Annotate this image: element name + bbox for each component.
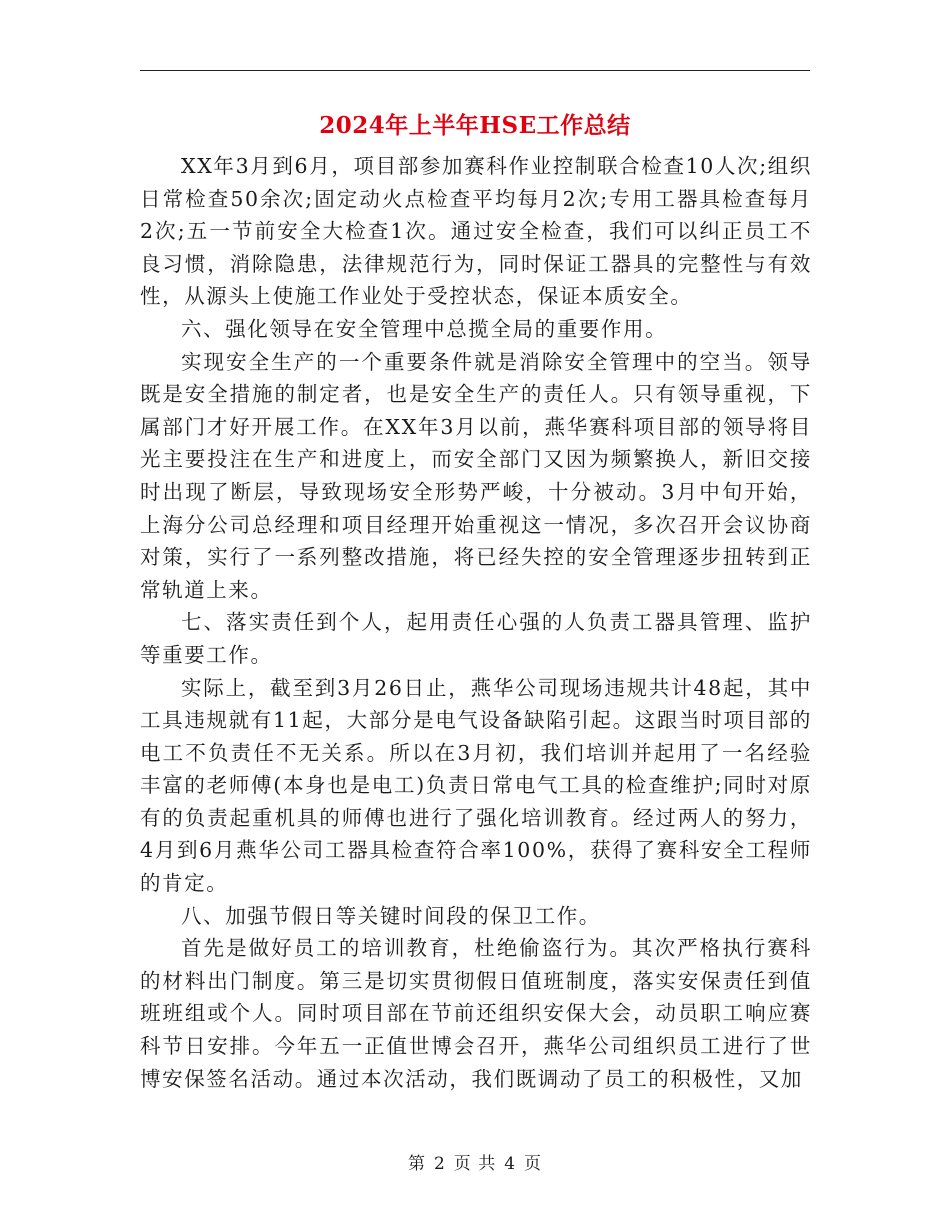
paragraph: XX年3月到6月，项目部参加赛科作业控制联合检查10人次;组织日常检查50余次;固定动火点检查平均每月2次;专用工器具检查每月2次;五一节前安全大检查1次。通过安全检查，我们可以纠正员工不良习惯，消除隐患，法律规范行为，同时保证工器具的完整性与有效性，从源头上使施工作业处于受控状态，保证本质安全。 <box>140 154 812 309</box>
header-rule <box>140 70 810 71</box>
page-footer <box>140 1152 810 1176</box>
paragraph: 实现安全生产的一个重要条件就是消除安全管理中的空当。领导既是安全措施的制定者，也是安全生产的责任人。只有领导重视，下属部门才好开展工作。在XX年3月以前，燕华赛科项目部的领导将目光主要投注在生产和进度上，而安全部门又因为频繁换人，新旧交接时出现了断层，导致现场安全形势严峻，十分被动。3月中旬开始，上海分公司总经理和项目经理开始重视这一情况，多次召开会议协商对策，实行了一系列整改措施，将已经失控的安全管理逐步扭转到正常轨道上来。 <box>140 349 812 602</box>
section-heading-7: 七、落实责任到个人，起用责任心强的人负责工器具管理、监护等重要工作。 <box>140 610 812 667</box>
page-current: 2 <box>433 1154 446 1174</box>
document-body <box>140 150 812 1095</box>
page-label-mid: 页 共 <box>453 1154 497 1174</box>
page-label-prefix: 第 <box>407 1154 426 1174</box>
paragraph: 首先是做好员工的培训教育，杜绝偷盗行为。其次严格执行赛科的材料出门制度。第三是切实贯彻假日值班制度，落实安保责任到值班班组或个人。同时项目部在节前还组织安保大会，动员职工响应赛科节日安排。今年五一正值世博会召开，燕华公司组织员工进行了世博安保签名活动。通过本次活动，我们既调动了员工的积极性，又加 <box>140 936 812 1091</box>
document-title: 2024年上半年HSE工作总结 <box>319 112 631 139</box>
paragraph: 实际上，截至到3月26日止，燕华公司现场违规共计48起，其中工具违规就有11起，大部分是电气设备缺陷引起。这跟当时项目部的电工不负责任不无关系。所以在3月初，我们培训并起用了一名经验丰富的老师傅(本身也是电工)负责日常电气工具的检查维护;同时对原有的负责起重机具的师傅也进行了强化培训教育。经过两人的努力，4月到6月燕华公司工器具检查符合率100%，获得了赛科安全工程师的肯定。 <box>140 675 812 896</box>
page-total: 4 <box>504 1154 517 1174</box>
section-heading-8: 八、加强节假日等关键时间段的保卫工作。 <box>181 903 601 928</box>
section-heading-6: 六、强化领导在安全管理中总揽全局的重要作用。 <box>181 316 668 341</box>
page-label-suffix: 页 <box>524 1154 543 1174</box>
